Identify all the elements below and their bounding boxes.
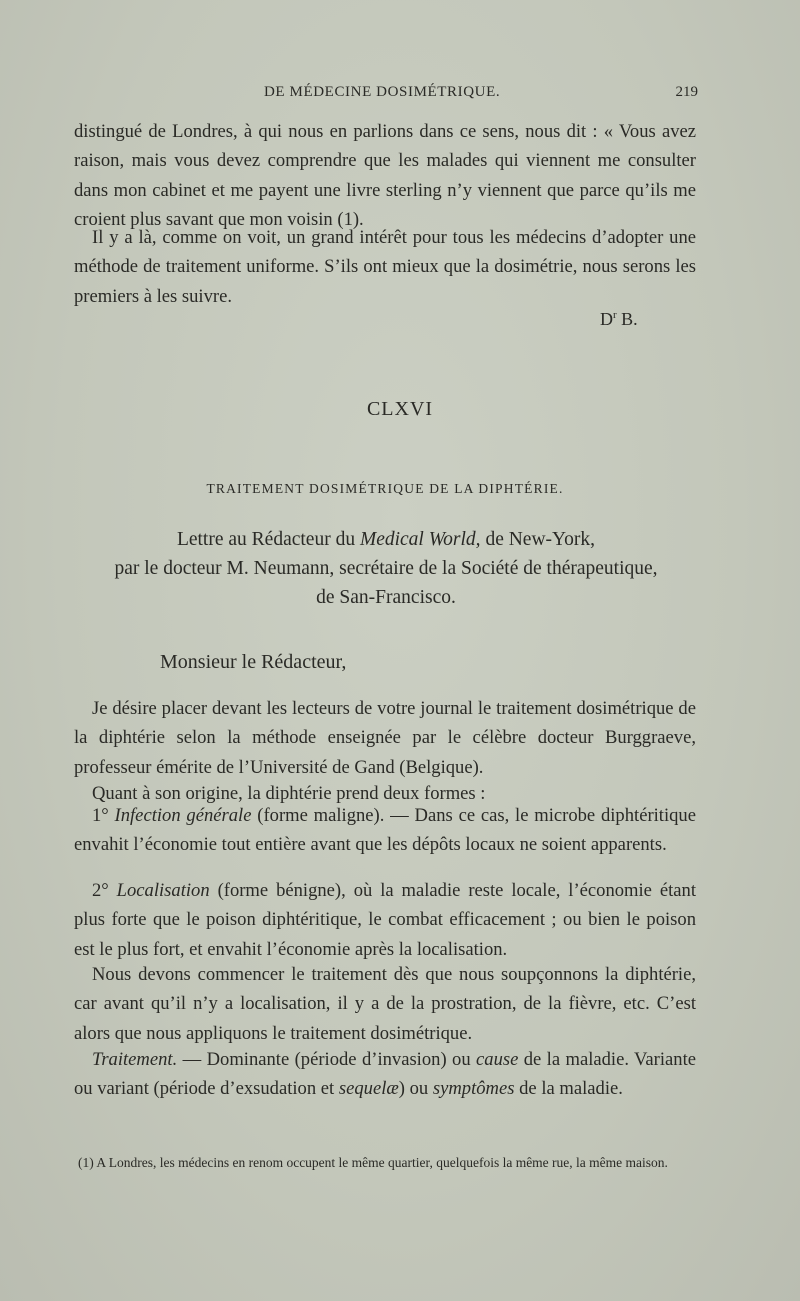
p6-text-f: ) ou xyxy=(398,1078,433,1100)
body-paragraph-1: Je désire placer devant les lecteurs de votre journal le traitement dosimétrique de la diphtérie selon la méthode enseignée par le célèbre docteur Burggraeve, professeur émérite de l’Université de Gand (Belgique). xyxy=(74,698,696,778)
signature-superscript: r xyxy=(613,309,617,321)
section-number: CLXVI xyxy=(366,398,434,420)
body-paragraph-3 xyxy=(74,801,696,860)
intro-paragraph-2: Il y a là, comme on voit, un grand intérêt pour tous les médecins d’adopter une méthode de traitement uniforme. S’ils ont mieux que la dosimétrie, nous serons les premiers à les suivre. xyxy=(74,227,696,307)
body-paragraph-4 xyxy=(74,876,696,964)
author-signature xyxy=(600,309,638,330)
intro-paragraph-continued: distingué de Londres, à qui nous en parlions dans ce sens, nous dit : « Vous avez raison, mais vous devez comprendre que les malades qui viennent me consulter dans mon cabinet et me payent une livre sterling n’y viennent que parce qu’ils me croient plus savant que mon voisin (1). xyxy=(74,121,696,231)
journal-name: Medical World, xyxy=(359,529,481,550)
signature-name: B. xyxy=(616,309,638,329)
treatment-heading: Traitement. xyxy=(92,1049,178,1070)
p6-italic-cause: cause xyxy=(476,1049,519,1070)
p6-text-d: de la maladie. Variante ou variant (période d’exsudation et xyxy=(74,1049,696,1100)
page-header xyxy=(66,84,698,106)
item-text-2: (forme bénigne), où la maladie reste locale, l’économie étant plus forte que le poison diphtéritique, le combat efficacement ; ou bien le poison est le plus fort, et envahit l’économie après la localisation. xyxy=(74,880,696,960)
letter-intro-line-1 xyxy=(66,525,706,554)
section-title: TRAITEMENT DOSIMÉTRIQUE DE LA DIPHTÉRIE. xyxy=(206,481,564,496)
page-number: 219 xyxy=(675,84,698,100)
letter-intro-line-2: par le docteur M. Neumann, secrétaire de la Société de thérapeutique, xyxy=(114,558,658,579)
p6-text-h: de la maladie. xyxy=(514,1078,623,1100)
p6-italic-symptomes: symptômes xyxy=(432,1078,515,1100)
salutation: Monsieur le Rédacteur, xyxy=(160,651,347,673)
letter-intro-line-3: de San-Francisco. xyxy=(316,587,456,608)
item-number-2: 2° xyxy=(92,880,109,901)
item-title-1: Infection générale xyxy=(114,805,252,826)
letter-intro xyxy=(66,525,706,612)
body-paragraph-2: Quant à son origine, la diphtérie prend deux formes : xyxy=(92,783,486,804)
p6-text-b: — Dominante (période d’invasion) ou xyxy=(177,1049,477,1070)
item-number-1: 1° xyxy=(92,805,109,826)
item-title-2: Localisation xyxy=(116,880,210,901)
letter-intro-suffix: de New-York, xyxy=(480,529,596,550)
running-title: DE MÉDECINE DOSIMÉTRIQUE. xyxy=(264,84,501,100)
body-paragraph-6 xyxy=(74,1045,696,1104)
body-paragraph-5: Nous devons commencer le traitement dès que nous soupçonnons la diphtérie, car avant qu’il n’y a localisation, il y a de la prostration, de la fièvre, etc. C’est alors que nous appliquons le traitement dosimétrique. xyxy=(74,964,696,1044)
letter-intro-prefix: Lettre au Rédacteur du xyxy=(176,529,360,550)
item-text-1: (forme maligne). — Dans ce cas, le microbe diphtéritique envahit l’économie tout entière avant que les dépôts locaux ne soient apparents. xyxy=(74,805,696,856)
footnote: (1) A Londres, les médecins en renom occupent le même quartier, quelquefois la même rue, la même maison. xyxy=(78,1155,668,1170)
p6-italic-sequelae: sequelæ xyxy=(338,1078,399,1100)
signature-prefix: D xyxy=(600,309,613,329)
